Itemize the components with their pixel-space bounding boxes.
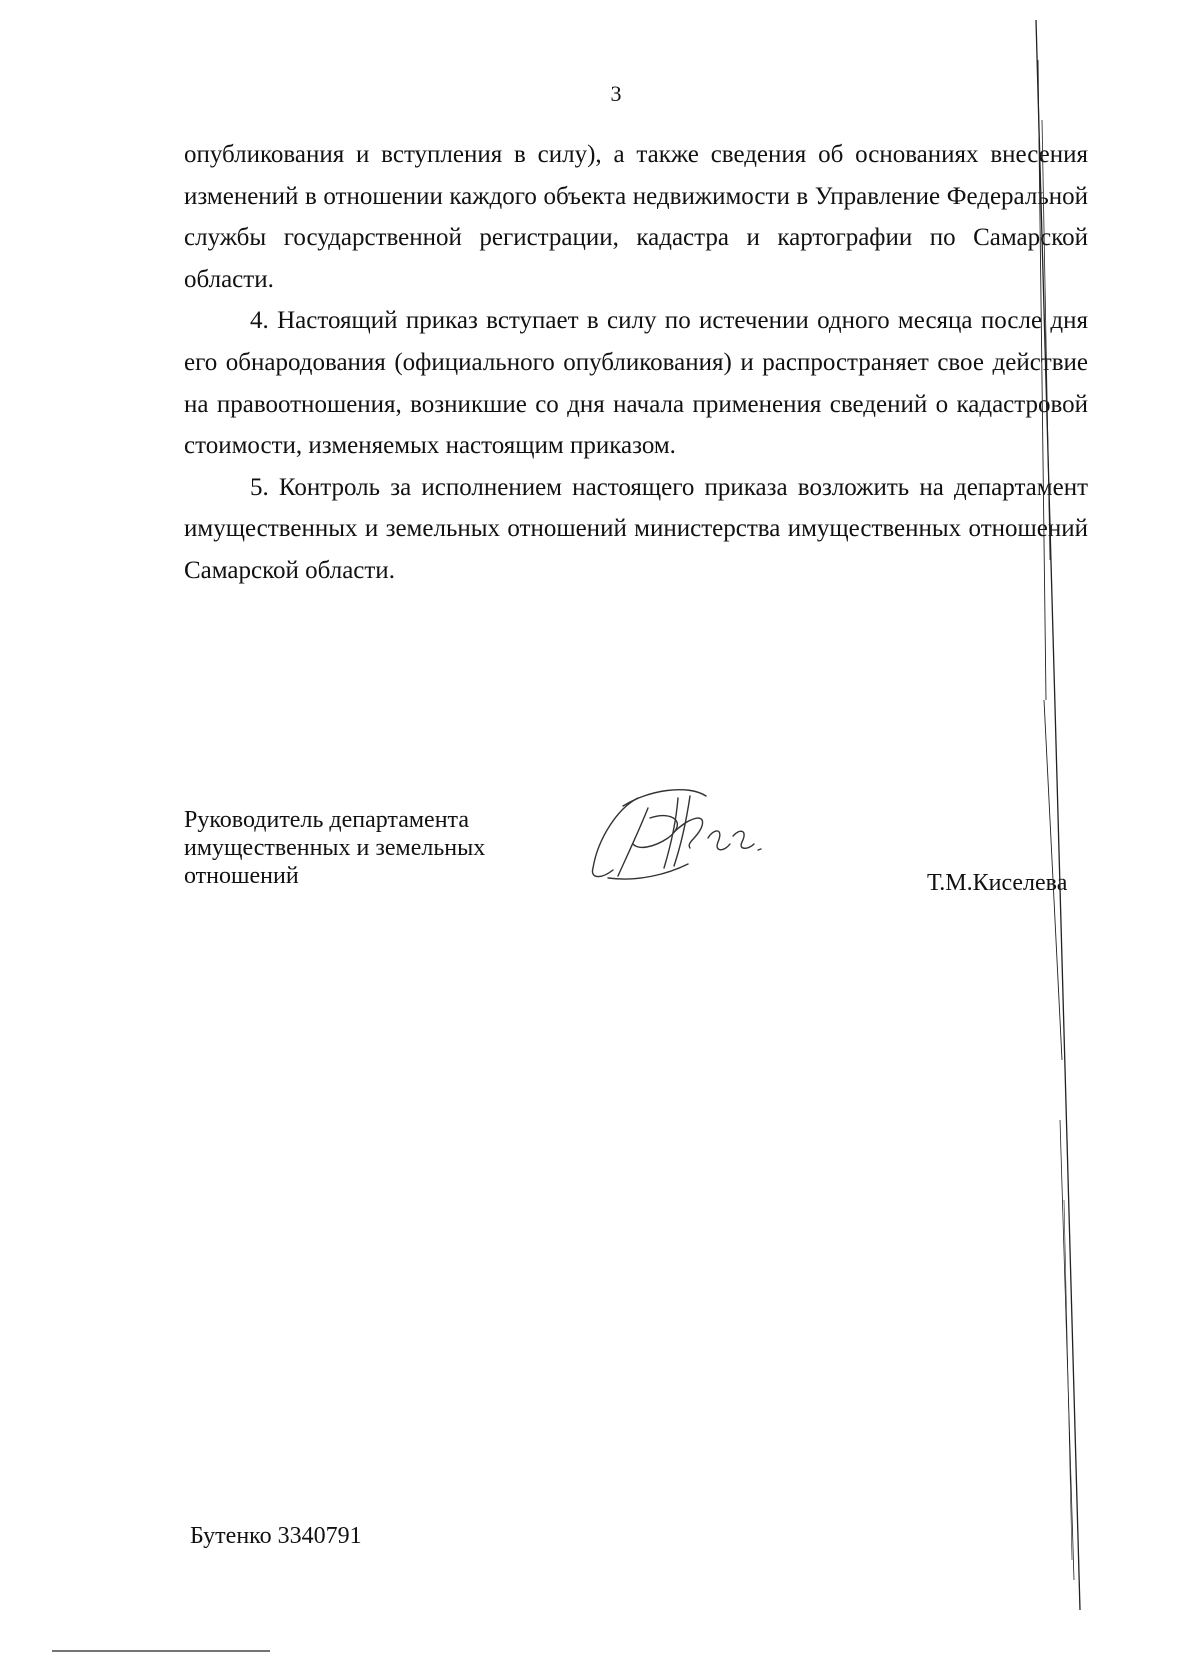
paragraph-continuation: опубликования и вступления в силу), а также сведения об основаниях внесения изменений в отношении каждого объекта недвижимости в Управление Федеральной службы государственной регистрации, кадастра и картографии по Самарской области. [184,141,1088,293]
executor-contact: Бутенко 3340791 [190,1523,362,1549]
paragraph-item-4: 4. Настоящий приказ вступает в силу по истечении одного месяца после дня его обнародования (официального опубликования) и распространяет свое действие на правоотношения, возникшие со дня начала применения сведений о кадастровой стоимости, изменяемых настоящим приказом. [184,307,1088,460]
document-body [184,134,1088,592]
signer-position-line: Руководитель департамента [184,807,469,833]
signer-position-line: отношений [184,863,299,889]
signer-name: Т.М.Киселева [927,870,1068,896]
paragraph-item-5: 5. Контроль за исполнением настоящего приказа возложить на департамент имущественных и земельных отношений министерства имущественных отношений Самарской области. [184,473,1088,584]
signer-position-line: имущественных и земельных [184,835,486,861]
page-number: 3 [610,81,622,106]
handwritten-signature [578,778,778,888]
signer-position [184,806,485,890]
